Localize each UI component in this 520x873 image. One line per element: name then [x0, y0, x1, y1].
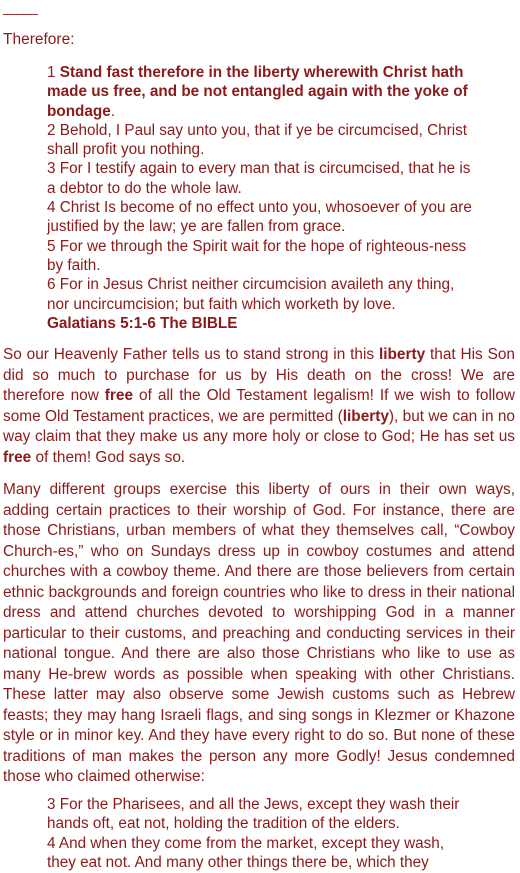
p1-text-3: of all the Old Testament legalism! If we wish to follow some Old Testament practices, we are permitted ( [3, 387, 516, 425]
intro-therefore: Therefore: [3, 31, 75, 48]
verse-6: 6 For in Jesus Christ neither circumcision availeth any thing, nor uncircumcision; but faith which worketh by love. [47, 276, 455, 313]
verse-2: 2 Behold, I Paul say unto you, that if ye be circumcised, Christ shall profit you nothing. [47, 121, 468, 159]
paragraph-groups: Many different groups exercise this liberty of ours in their own ways, adding certain practices to their worship of God. For instance, there are those Christians, urban members of what they themselves call, “Cowboy Church-es,” who on Sundays dress up in cowboy costumes and attend churches with a cowboy theme. And there are those believers from certain ethnic backgrounds and foreign countries who like to dress in their national dress and attend churches devoted to worshipping God in a manner particular to their customs, and preaching and conducting services in their national tongue. And there are also those Christians who like to use as many He-brew words as possible when speaking with other Christians. These latter may also observe some Jewish customs such as Hebrew feasts; they may hang Israeli flags, and sing songs in Klezmer or Khazone style or in minor key. And they have every right to do so. But none of these traditions of man makes the person any more Godly! Jesus condemned those who claimed otherwise: [3, 481, 515, 785]
p1-bold-liberty-2: liberty [342, 407, 389, 425]
verse-1-number: 1 [47, 64, 60, 81]
scripture-quote-mark [47, 795, 477, 872]
p1-text-1: So our Heavenly Father tells us to stand strong in this [3, 346, 379, 363]
p1-text-4: ), but we can in no way claim that they make us any more holy or close to God; He has set us [3, 407, 515, 445]
scripture-reference: Galatians 5:1-6 The BIBLE [47, 314, 238, 332]
p1-text-5: of them! God says so. [31, 448, 186, 466]
scripture-quote-galatians [47, 63, 477, 333]
verse-1-text: Stand fast therefore in the liberty wherewith Christ hath made us free, and be not entangled again with the yoke of bondage [47, 64, 468, 120]
p1-bold-free-2: free [3, 448, 32, 466]
verse-mark-4: 4 And when they come from the market, except they wash, they eat not. And many other things there be, which they [47, 834, 445, 871]
verse-5: 5 For we through the Spirit wait for the hope of righteous-ness by faith. [47, 237, 467, 274]
separator-dash: _____ [3, 0, 37, 15]
verse-3: 3 For I testify again to every man that is circumcised, that he is a debtor to do the whole law. [47, 160, 471, 197]
p1-bold-liberty: liberty [378, 346, 426, 363]
verse-1-period: . [110, 102, 115, 120]
verse-mark-3: 3 For the Pharisees, and all the Jews, except they wash their hands oft, eat not, holding the tradition of the elders. [47, 796, 460, 833]
p1-text-2: that His Son did so much to purchase for us by His death on the cross! We are therefore now [3, 346, 515, 404]
p1-bold-free: free [104, 387, 134, 404]
verse-4: 4 Christ Is become of no effect unto you, whosoever of you are justified by the law; ye are fallen from grace. [47, 199, 472, 236]
paragraph-liberty [3, 345, 515, 468]
verse-1 [47, 63, 477, 121]
